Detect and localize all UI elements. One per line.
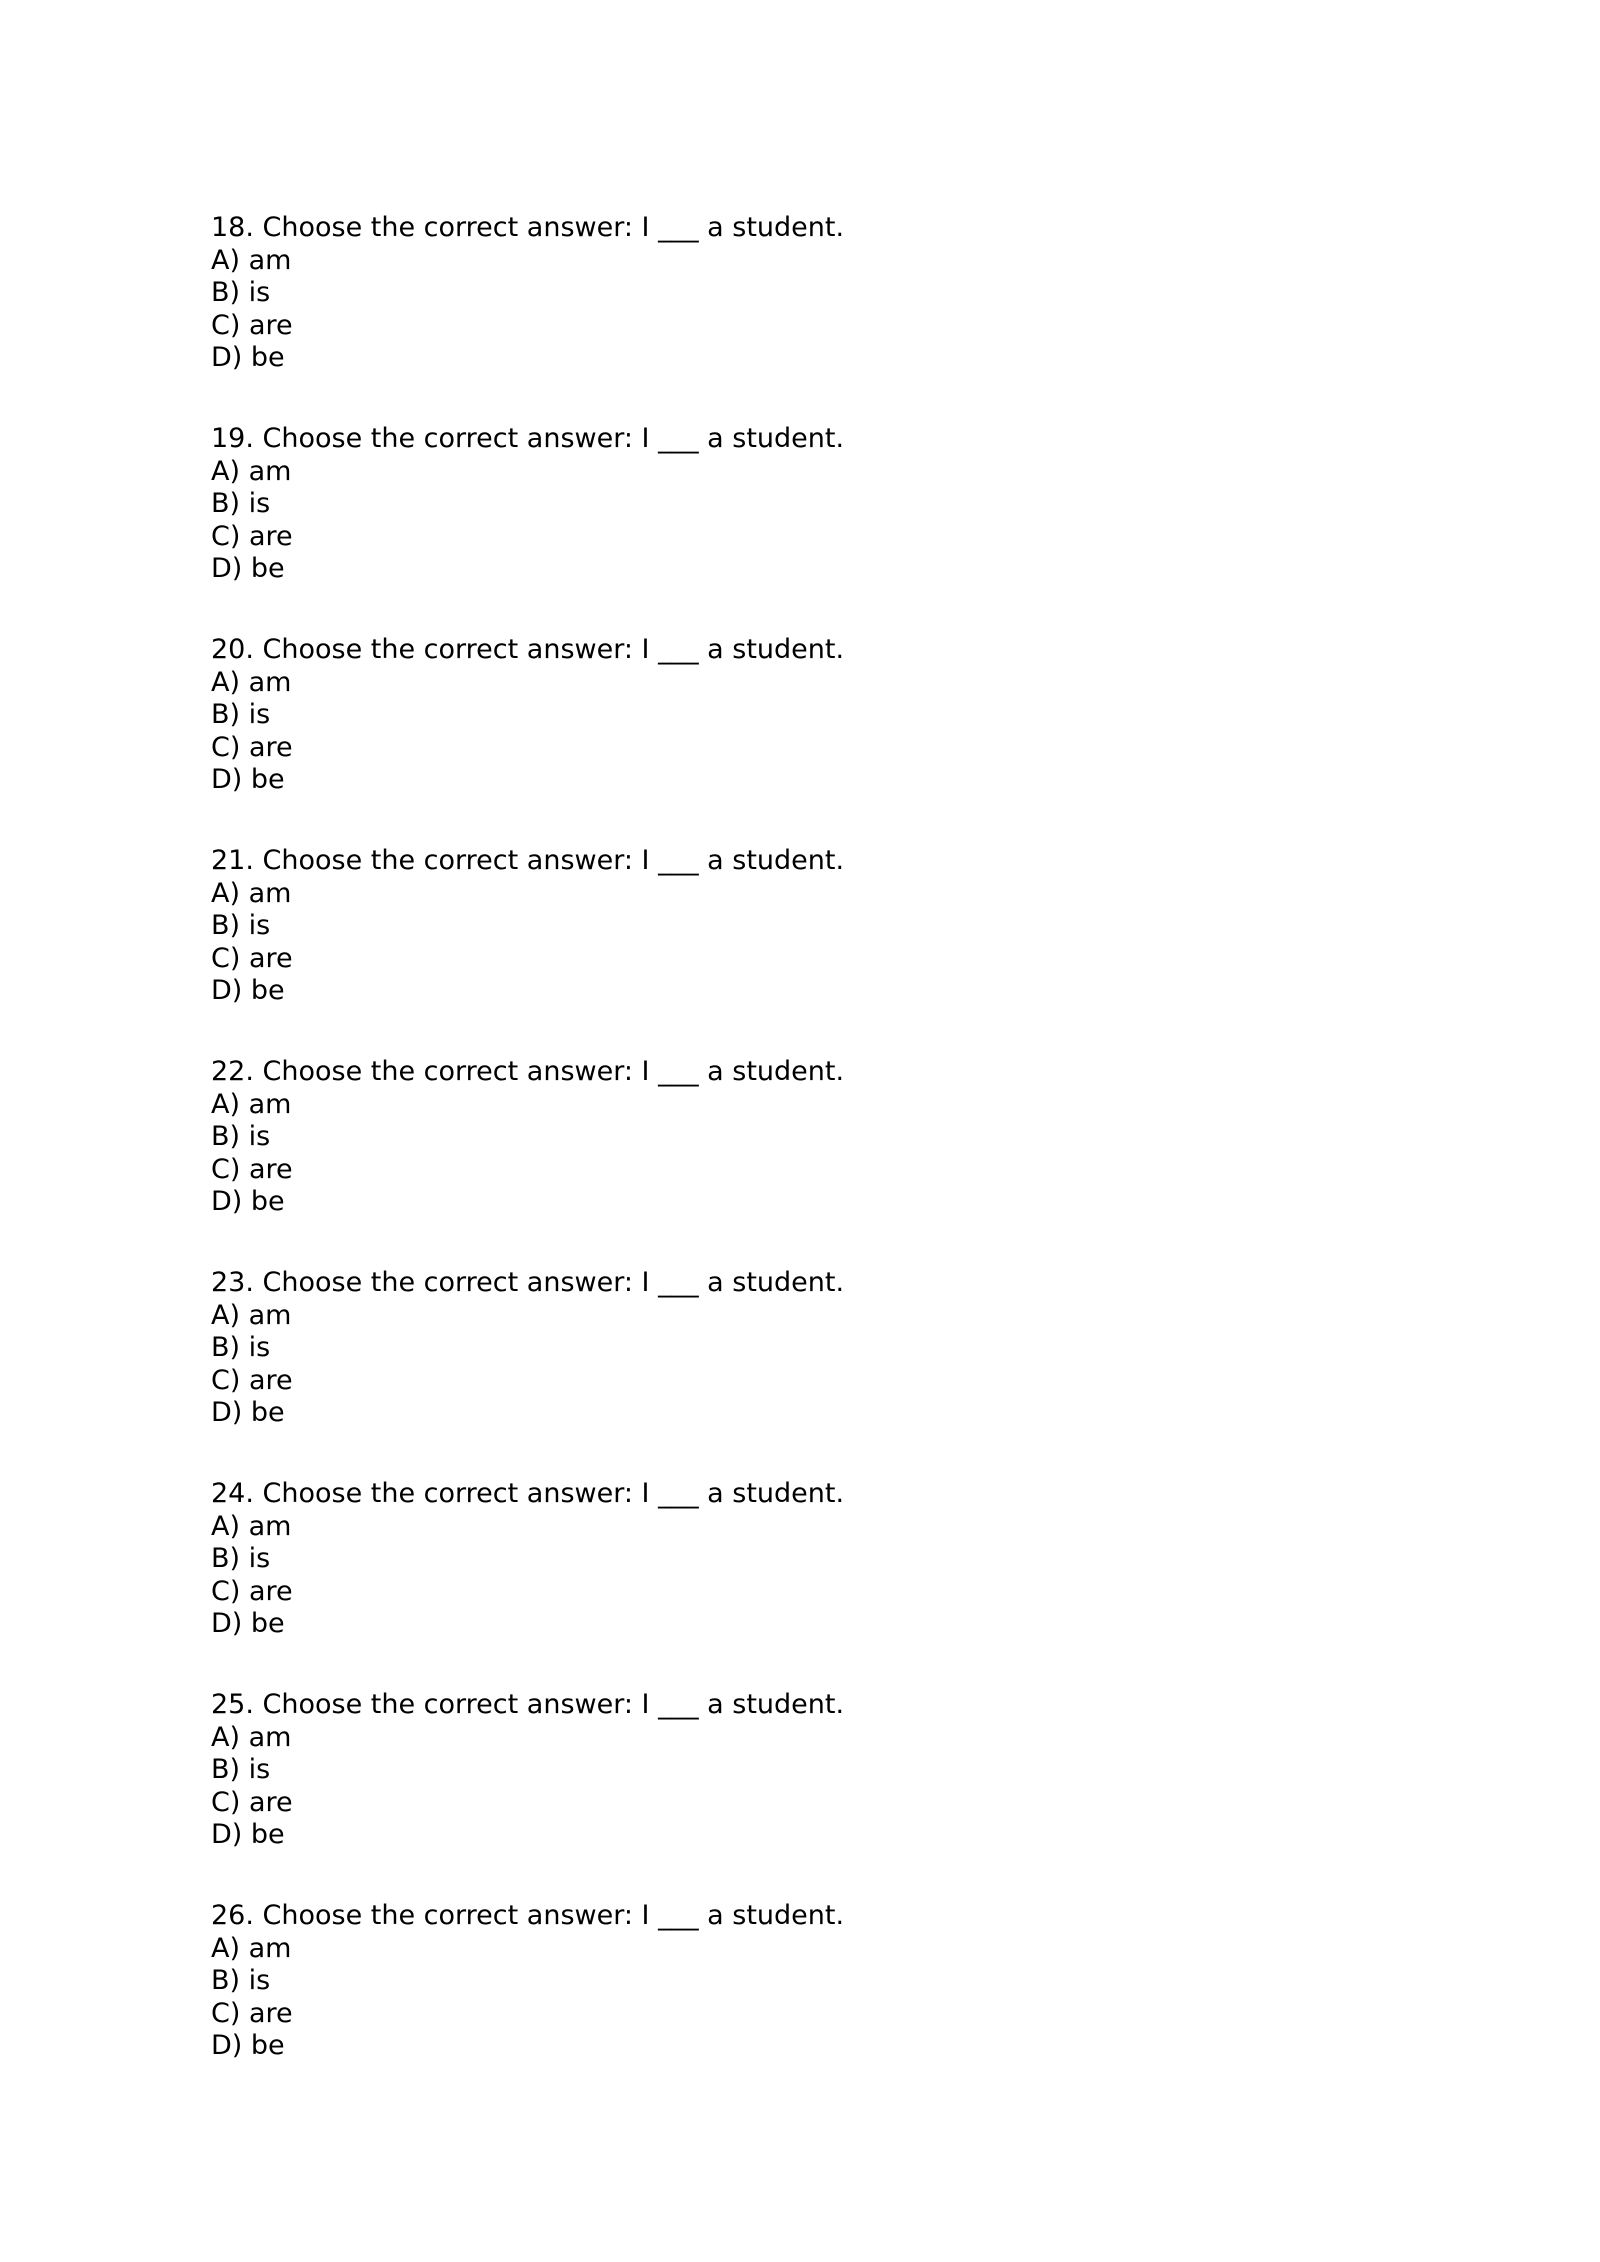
option-d: D) be [211, 1608, 285, 1639]
option-a: A) am [211, 1088, 292, 1120]
option-b: B) is [211, 910, 271, 941]
question-block [211, 1478, 1411, 1641]
option-a: A) am [211, 1721, 292, 1753]
option-b: B) is [211, 1332, 271, 1363]
option-d: D) be [211, 764, 285, 795]
option-c: C) are [211, 1786, 293, 1818]
option-c: C) are [211, 1575, 293, 1607]
option-d: D) be [211, 1397, 285, 1428]
question-prompt: 20. Choose the correct answer: I ___ a student. [211, 634, 845, 665]
option-d: D) be [211, 1186, 285, 1217]
option-c: C) are [211, 309, 293, 341]
option-a: A) am [211, 1510, 292, 1542]
question-prompt: 23. Choose the correct answer: I ___ a student. [211, 1267, 845, 1298]
option-b: B) is [211, 277, 271, 308]
option-c: C) are [211, 520, 293, 552]
option-a: A) am [211, 666, 292, 698]
question-prompt: 22. Choose the correct answer: I ___ a student. [211, 1056, 845, 1087]
question-prompt: 21. Choose the correct answer: I ___ a student. [211, 845, 845, 876]
question-prompt: 19. Choose the correct answer: I ___ a student. [211, 423, 845, 454]
question-prompt: 18. Choose the correct answer: I ___ a student. [211, 212, 845, 243]
option-a: A) am [211, 244, 292, 276]
option-b: B) is [211, 1754, 271, 1785]
question-block [211, 423, 1411, 586]
option-b: B) is [211, 1543, 271, 1574]
question-block [211, 1689, 1411, 1852]
option-c: C) are [211, 1153, 293, 1185]
option-d: D) be [211, 553, 285, 584]
option-c: C) are [211, 731, 293, 763]
option-a: A) am [211, 455, 292, 487]
question-block [211, 1056, 1411, 1219]
question-prompt: 24. Choose the correct answer: I ___ a student. [211, 1478, 845, 1509]
option-b: B) is [211, 488, 271, 519]
option-b: B) is [211, 699, 271, 730]
option-c: C) are [211, 942, 293, 974]
option-d: D) be [211, 1819, 285, 1850]
question-prompt: 26. Choose the correct answer: I ___ a student. [211, 1900, 845, 1931]
question-block [211, 634, 1411, 797]
option-b: B) is [211, 1121, 271, 1152]
question-block [211, 1900, 1411, 2063]
option-b: B) is [211, 1965, 271, 1996]
option-d: D) be [211, 2030, 285, 2061]
option-d: D) be [211, 342, 285, 373]
question-prompt: 25. Choose the correct answer: I ___ a student. [211, 1689, 845, 1720]
option-d: D) be [211, 975, 285, 1006]
question-block [211, 1267, 1411, 1430]
question-block [211, 212, 1411, 375]
option-a: A) am [211, 1932, 292, 1964]
option-a: A) am [211, 877, 292, 909]
option-c: C) are [211, 1364, 293, 1396]
question-block [211, 845, 1411, 1008]
option-c: C) are [211, 1997, 293, 2029]
option-a: A) am [211, 1299, 292, 1331]
